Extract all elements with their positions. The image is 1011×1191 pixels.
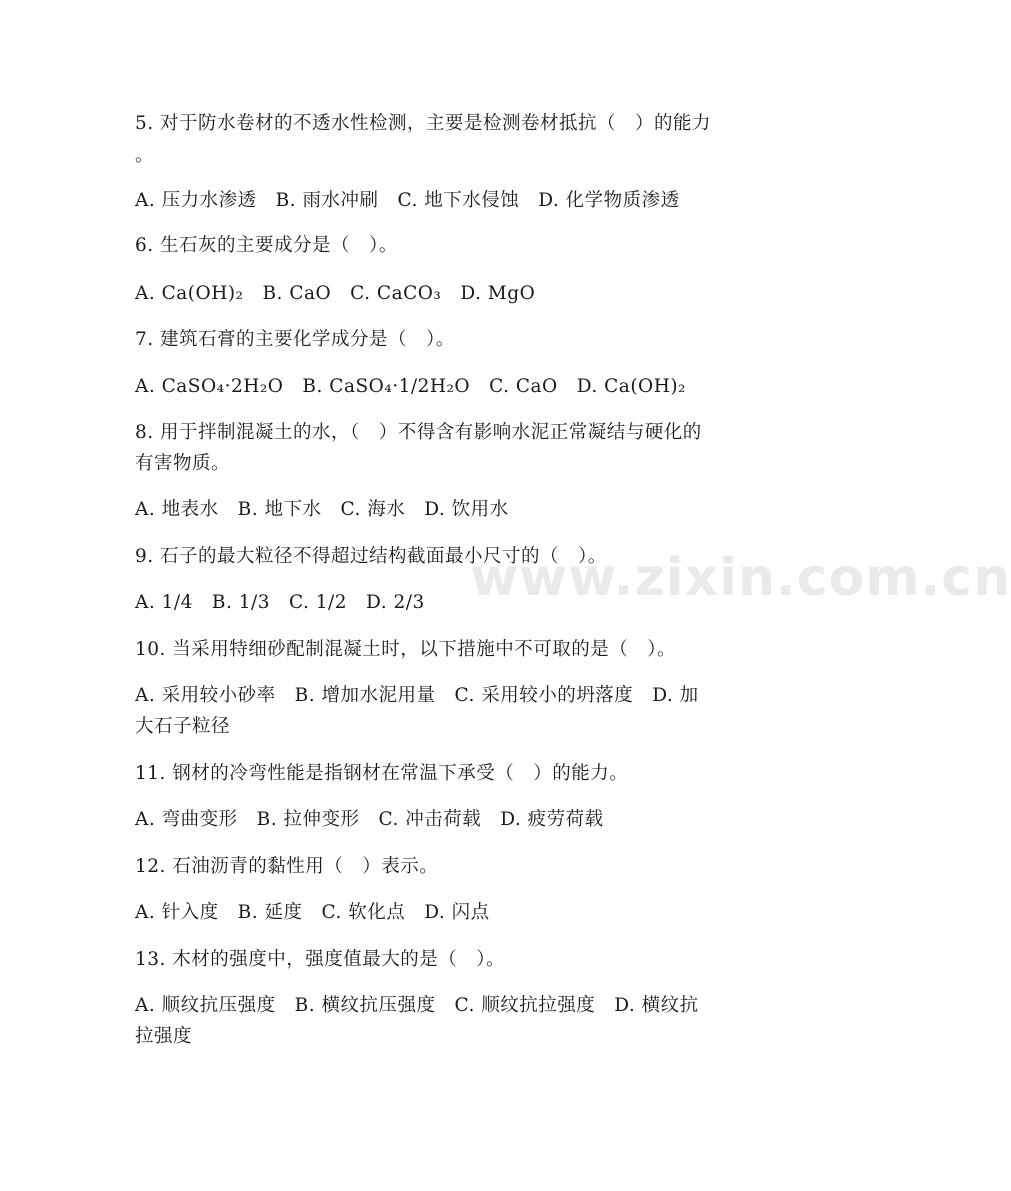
question-12-text: 12. 石油沥青的黏性用（ ）表示。 [135, 856, 439, 877]
question-8-text: 8. 用于拌制混凝土的水，（ ）不得含有影响水泥正常凝结与硬化的 [135, 422, 702, 443]
question-7-options: A. CaSO₄·2H₂O B. CaSO₄·1/2H₂O C. CaO D. Ca(OH)₂ [135, 376, 686, 397]
question-10-options-cont: 大石子粒径 [135, 716, 231, 737]
question-11-options: A. 弯曲变形 B. 拉伸变形 C. 冲击荷载 D. 疲劳荷载 [135, 809, 604, 830]
question-13-options: A. 顺纹抗压强度 B. 横纹抗压强度 C. 顺纹抗拉强度 D. 横纹抗 [135, 995, 699, 1016]
question-10-options: A. 采用较小砂率 B. 增加水泥用量 C. 采用较小的坍落度 D. 加 [135, 685, 699, 706]
question-9-text: 9. 石子的最大粒径不得超过结构截面最小尺寸的（ ）。 [135, 546, 607, 567]
question-12-options: A. 针入度 B. 延度 C. 软化点 D. 闪点 [135, 902, 490, 923]
question-8-options: A. 地表水 B. 地下水 C. 海水 D. 饮用水 [135, 499, 509, 520]
question-9-options: A. 1/4 B. 1/3 C. 1/2 D. 2/3 [135, 592, 425, 613]
question-6-text: 6. 生石灰的主要成分是（ ）。 [135, 235, 398, 256]
question-13-options-cont: 拉强度 [135, 1026, 193, 1047]
question-5-options: A. 压力水渗透 B. 雨水冲刷 C. 地下水侵蚀 D. 化学物质渗透 [135, 190, 680, 211]
watermark: www.zixin.com.cn [470, 548, 1011, 608]
question-7-text: 7. 建筑石膏的主要化学成分是（ ）。 [135, 329, 455, 350]
question-6-options: A. Ca(OH)₂ B. CaO C. CaCO₃ D. MgO [135, 283, 536, 304]
question-5-text-cont: 。 [135, 145, 155, 166]
question-8-text-cont: 有害物质。 [135, 453, 231, 474]
question-10-text: 10. 当采用特细砂配制混凝土时，以下措施中不可取的是（ ）。 [135, 639, 677, 660]
question-13-text: 13. 木材的强度中，强度值最大的是（ ）。 [135, 949, 506, 970]
question-11-text: 11. 钢材的冷弯性能是指钢材在常温下承受（ ）的能力。 [135, 763, 629, 784]
question-5-text: 5. 对于防水卷材的不透水性检测，主要是检测卷材抵抗（ ）的能力 [135, 113, 712, 134]
